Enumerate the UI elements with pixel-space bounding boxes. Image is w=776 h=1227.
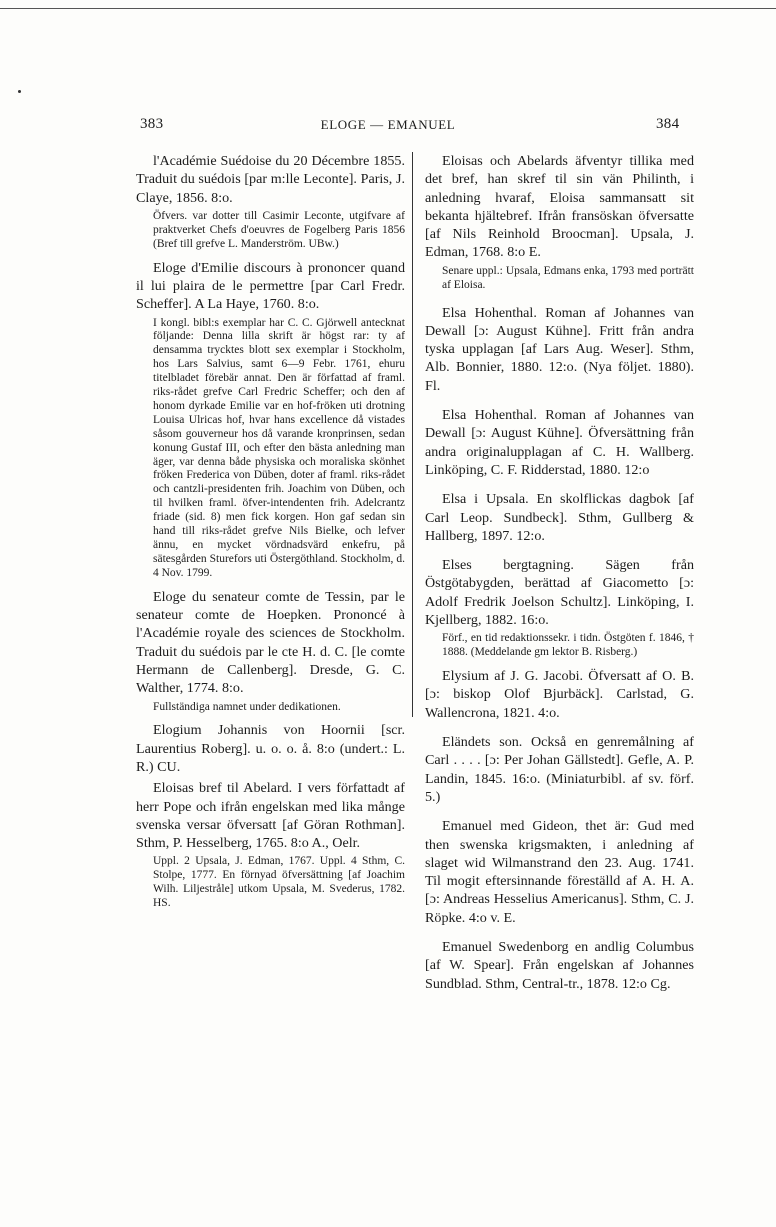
catalog-entry: Eloisas bref til Abelard. I vers författadt af herr Pope och ifrån engelskan med lika månge svenska versar öfversatt [af Göran Rothman]. Sthm, P. Hesselberg, 1765. 8:o A., Oelr. — [136, 780, 405, 852]
catalog-entry: Emanuel Swedenborg en andlig Columbus [af W. Spear]. Från engelskan af Johannes Sundblad. Sthm, Central-tr., 1878. 12:o Cg. — [425, 939, 694, 992]
catalog-entry: Elses bergtagning. Sägen från Östgötabygden, berättad af Giacometto [ɔ: Adolf Fredrik Joelson Schultz]. Linköping, I. Kjellberg, 1882. 16:o. — [425, 557, 694, 629]
entry-note: Uppl. 2 Upsala, J. Edman, 1767. Uppl. 4 Sthm, C. Stolpe, 1777. En förnyad öfversättning [af Joachim Wilh. Liljestråle] utkom Upsala, M. Svederus, 1782. HS. — [153, 855, 405, 910]
catalog-entry: Eloge d'Emilie discours à prononcer quand il lui plaira de le permettre [par Carl Fredr. Scheffer]. A La Haye, 1760. 8:o. — [136, 259, 405, 313]
catalog-entry: Eloge du senateur comte de Tessin, par le senateur comte de Hoepken. Prononcé à l'Académie royale des sciences de Stockholm. Traduit du suédois par le cte H. d. C. [le comte Hermann de Callenberg]. Dresde, G. C. Walther, 1774. 8:o. — [136, 588, 405, 697]
running-title: ELOGE — EMANUEL — [320, 117, 456, 132]
right-column — [425, 152, 694, 996]
left-column — [136, 152, 405, 918]
left-page-number: 383 — [140, 116, 164, 132]
entry-note: Öfvers. var dotter till Casimir Leconte, utgifvare af praktverket Chefs d'oeuvres de Fogelberg Paris 1856 (Bref till grefve L. Manderström. UBw.) — [153, 209, 405, 250]
entry-note: Förf., en tid redaktionssekr. i tidn. Östgöten f. 1846, † 1888. (Meddelande gm lektor B. Risberg.) — [442, 632, 694, 659]
catalog-entry: Eloisas och Abelards äfventyr tillika med det bref, han skref til sin vän Philinth, i anledning hvaraf, Eloisa sammansatt sit bekanta hjältebref. Ifrån fransöskan öfversatte [af Nils Reinhold Broocman]. Upsala, J. Edman, 1768. 8:o E. — [425, 153, 694, 261]
column-divider — [412, 152, 413, 717]
entry-note: Fullständiga namnet under dedikationen. — [153, 700, 341, 713]
catalog-entry: Elysium af J. G. Jacobi. Öfversatt af O. B. [ɔ: biskop Olof Bjurbäck]. Carlstad, G. Wallencrona, 1821. 4:o. — [425, 668, 694, 721]
catalog-entry: Elogium Johannis von Hoornii [scr. Laurentius Roberg]. u. o. o. å. 8:o (undert.: L. R.) CU. — [136, 722, 405, 775]
entry-note: Senare uppl.: Upsala, Edmans enka, 1793 med porträtt af Eloisa. — [442, 264, 694, 291]
catalog-entry: Elsa i Upsala. En skolflickas dagbok [af Carl Leop. Sundbeck]. Sthm, Gullberg & Hallberg, 1897. 12:o. — [425, 491, 694, 544]
right-page-number: 384 — [656, 116, 680, 132]
margin-speck — [18, 90, 21, 93]
catalog-entry: Elsa Hohenthal. Roman af Johannes van Dewall [ɔ: August Kühne]. Fritt från andra tyska upplagan [af Lars Aug. Weser]. Sthm, Alb. Bonnier, 1880. 12:o. (Nya följet. 1880). Fl. — [425, 304, 694, 394]
entry-note: I kongl. bibl:s exemplar har C. C. Gjörwell antecknat följande: Denna lilla skrift är högst rar: ty af densamma trycktes blott sex exemplar i Stockholm, hos Lars Salvius, samt 6—9 Febr. 1761, ehuru titelbladet förebär annat. Den är författad af framl. riks-rådet grefve Carl Fredric Scheffer; och den af honom dyrkade Emilie var en hof-fröken uti drotning Louisa Ulricas hof, hvar hans excellence då vistades såsom gouverneur hos då varande kronprinsen, sedan konung Gustaf III, och efter den bästa anledning man äger, var denna både physiska och moraliska skönhet fröken Frederica von Düben, doter af framl. riks-rådet och cantzli-presidenten frih. Joachim von Düben, och til hvilken framl. öfver-intendenten frih. Adelcrantz friade (sid. 8) men fick korgen. Hon gaf sedan sin hand till riks-rådet grefve Nils Bielke, och lefver ännu, en mycket vördnadsvärd enkefru, på sätesgården Sturefors uti Östergöthland. Stockholm, d. 4 Nov. 1799. — [153, 316, 405, 579]
top-rule — [0, 8, 776, 9]
catalog-entry: Elsa Hohenthal. Roman af Johannes van Dewall [ɔ: August Kühne]. Öfversättning från andra originalupplagan af C. H. Wallberg. Linköping, C. F. Ridderstad, 1880. 12:o — [425, 407, 694, 478]
catalog-entry: l'Académie Suédoise du 20 Décembre 1855. Traduit du suédois [par m:lle Leconte]. Paris, J. Claye, 1856. 8:o. — [136, 153, 405, 206]
catalog-entry: Emanuel med Gideon, thet är: Gud med then swenska krigsmakten, i anledning af slaget wid Wilmanstrand den 23. Aug. 1741. Til mogit eftersinnande föreställd af A. H. A. [ɔ: Andreas Hesselius Americanus]. Sthm, C. J. Röpke. 4:o v. E. — [425, 818, 694, 926]
catalog-entry: Eländets son. Också en genremålning af Carl . . . . [ɔ: Per Johan Gällstedt]. Gefle, A. P. Landin, 1845. 16:o. (Miniaturbibl. af sv. förf. 5.) — [425, 734, 694, 805]
